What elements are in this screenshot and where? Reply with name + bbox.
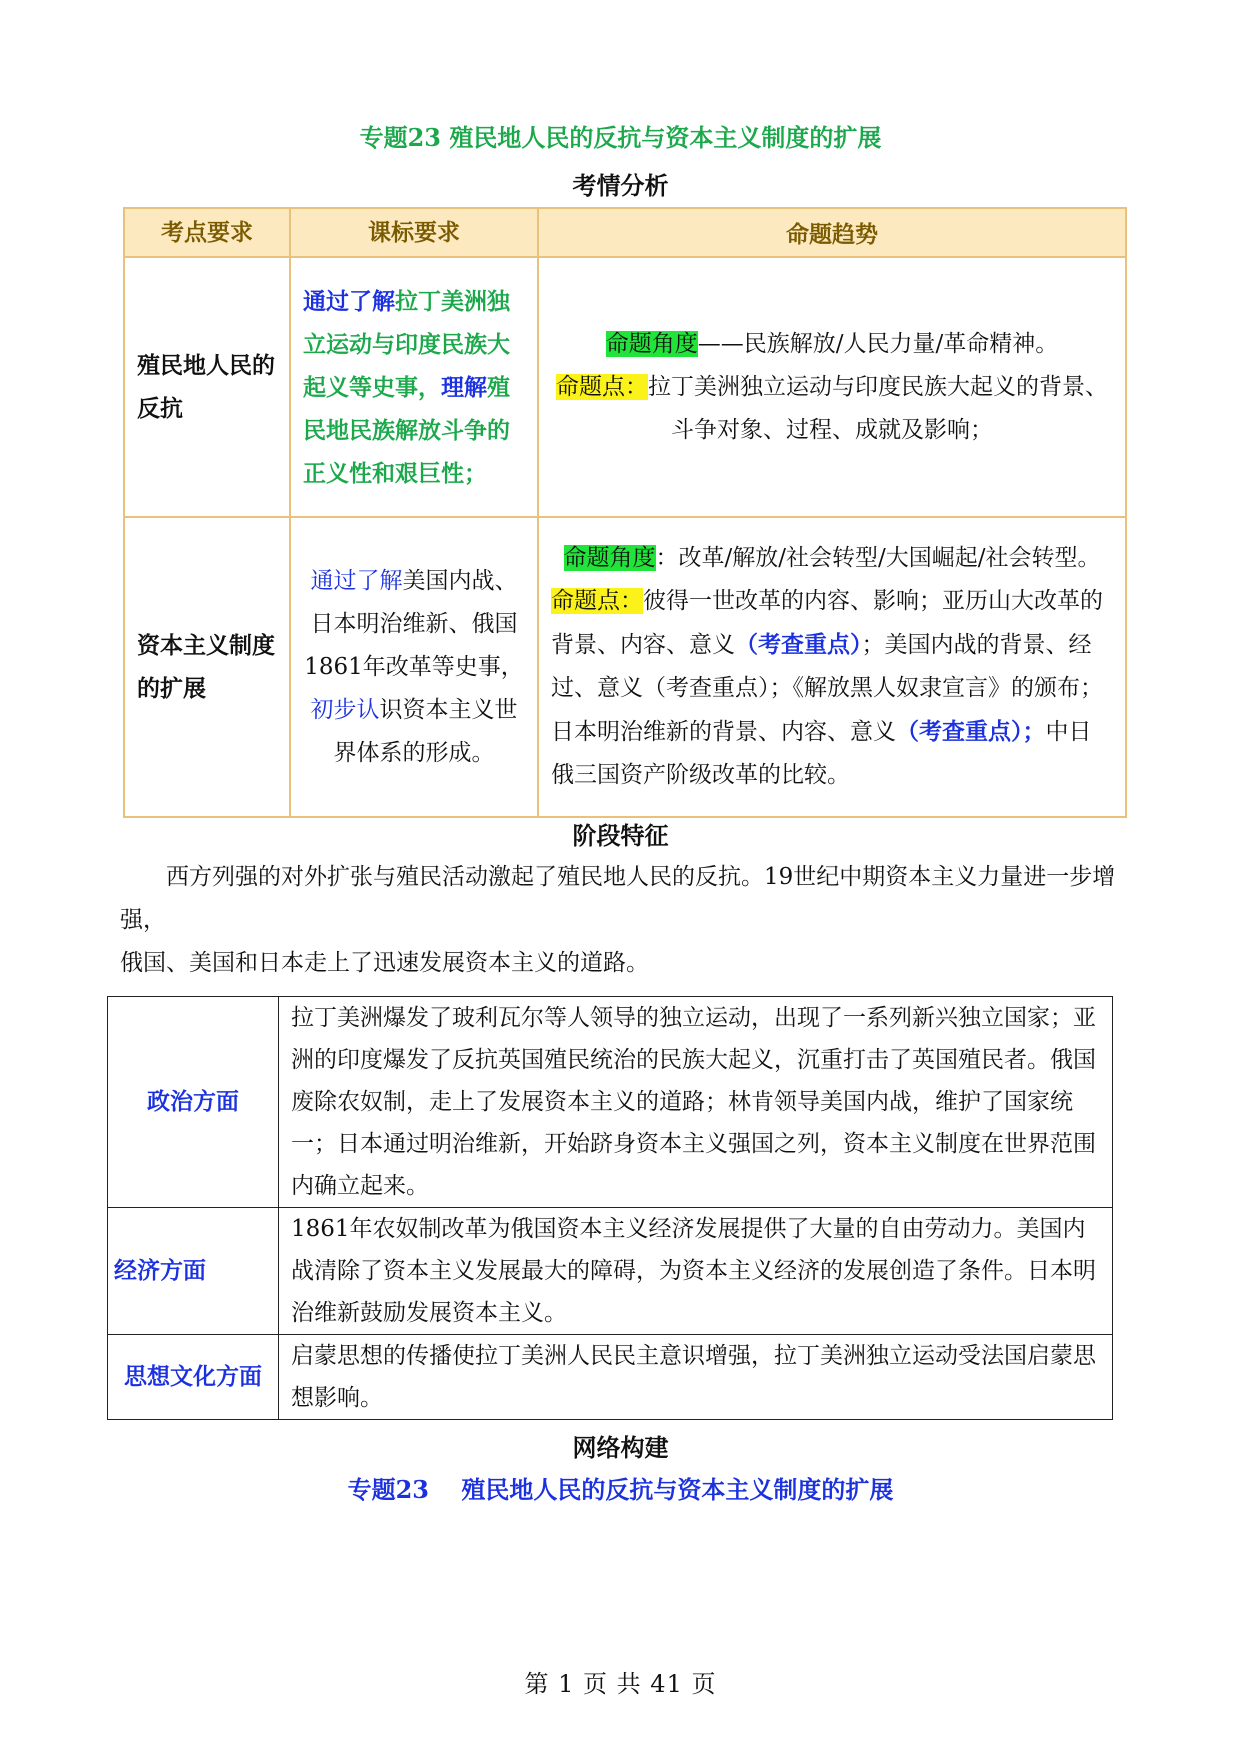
header-cell: 命题趋势	[538, 208, 1126, 257]
table-header-row	[124, 208, 1126, 257]
feature-label: 政治方面	[108, 997, 279, 1208]
trend-cell	[538, 517, 1126, 817]
feature-label: 思想文化方面	[108, 1335, 279, 1420]
point-text: 拉丁美洲独立运动与印度民族大起义的背景、斗争对象、过程、成就及影响；	[648, 373, 1108, 443]
req-verb: 理解	[441, 373, 487, 401]
point-label: 命题点：	[551, 588, 643, 614]
table-row	[108, 1208, 1113, 1335]
feature-text: 启蒙思想的传播使拉丁美洲人民民主意识增强，拉丁美洲独立运动受法国启蒙思想影响。	[279, 1335, 1113, 1420]
key-point-tag: （考查重点）；	[896, 718, 1046, 745]
point-text: 中日俄三国资产阶级改革的比较。	[551, 719, 1092, 788]
req-text: 美国内战、日本明治维新、俄国1861年改革等史事，	[304, 567, 524, 680]
angle-text: ：改革/解放/社会转型/大国崛起/社会转型。	[655, 545, 1101, 571]
network-title: 专题23 殖民地人民的反抗与资本主义制度的扩展	[347, 1475, 894, 1504]
req-text: 拉丁美洲独立运动与印度民族大起义等史事，	[303, 287, 510, 401]
trend-cell	[538, 257, 1126, 517]
table-row	[108, 1335, 1113, 1420]
features-table	[107, 996, 1113, 1420]
table-row	[108, 997, 1113, 1208]
topic-cell: 资本主义制度的扩展	[124, 517, 290, 817]
req-verb: 初步认	[310, 696, 380, 723]
analysis-table	[123, 207, 1127, 818]
req-text: 殖民地民族解放斗争的正义性和艰巨性；	[303, 373, 510, 487]
point-label: 命题点：	[556, 373, 648, 400]
stage-paragraph: 西方列强的对外扩张与殖民活动激起了殖民地人民的反抗。19世纪中期资本主义力量进一步增强，	[120, 864, 1116, 933]
feature-text: 1861年农奴制改革为俄国资本主义经济发展提供了大量的自由劳动力。美国内战清除了资本主义发展最大的障碍，为资本主义经济的发展创造了条件。日本明治维新鼓励发展资本主义。	[279, 1208, 1113, 1335]
table-row	[124, 517, 1126, 817]
angle-text: ——民族解放/人民力量/革命精神。	[697, 330, 1059, 357]
angle-label: 命题角度	[605, 330, 698, 357]
header-cell: 课标要求	[290, 208, 538, 257]
page-title: 专题23 殖民地人民的反抗与资本主义制度的扩展	[359, 123, 882, 152]
req-verb: 通过了解	[303, 287, 395, 315]
point-text: ；美国内战的背景、经过、意义（考查重点）；《解放黑人奴隶宣言》的颁布；日本明治维新的背景、内容、意义	[551, 632, 1103, 745]
feature-text: 拉丁美洲爆发了玻利瓦尔等人领导的独立运动，出现了一系列新兴独立国家；亚洲的印度爆发了反抗英国殖民统治的民族大起义，沉重打击了英国殖民者。俄国废除农奴制，走上了发展资本主义的道路；林肯领导美国内战，维护了国家统一；日本通过明治维新，开始跻身资本主义强国之列，资本主义制度在世界范围内确立起来。	[279, 997, 1113, 1208]
point-text: 彼得一世改革的内容、影响；亚历山大改革的背景、内容、意义	[551, 588, 1103, 658]
req-verb: 通过了解	[310, 567, 403, 594]
key-point-tag: （考查重点）	[735, 631, 862, 658]
requirement-cell	[290, 517, 538, 817]
angle-label: 命题角度	[563, 545, 656, 571]
req-text: 识资本主义世界体系的形成。	[333, 696, 518, 766]
network-heading: 网络构建	[572, 1433, 669, 1462]
topic-cell: 殖民地人民的反抗	[124, 257, 290, 517]
stage-paragraph: 俄国、美国和日本走上了迅速发展资本主义的道路。	[120, 950, 649, 976]
header-cell: 考点要求	[124, 208, 290, 257]
page-footer: 第 1 页 共 41 页	[524, 1670, 717, 1698]
stage-heading: 阶段特征	[572, 821, 669, 850]
requirement-cell	[290, 257, 538, 517]
analysis-heading: 考情分析	[572, 171, 669, 200]
feature-label: 经济方面	[108, 1208, 279, 1335]
table-row	[124, 257, 1126, 517]
